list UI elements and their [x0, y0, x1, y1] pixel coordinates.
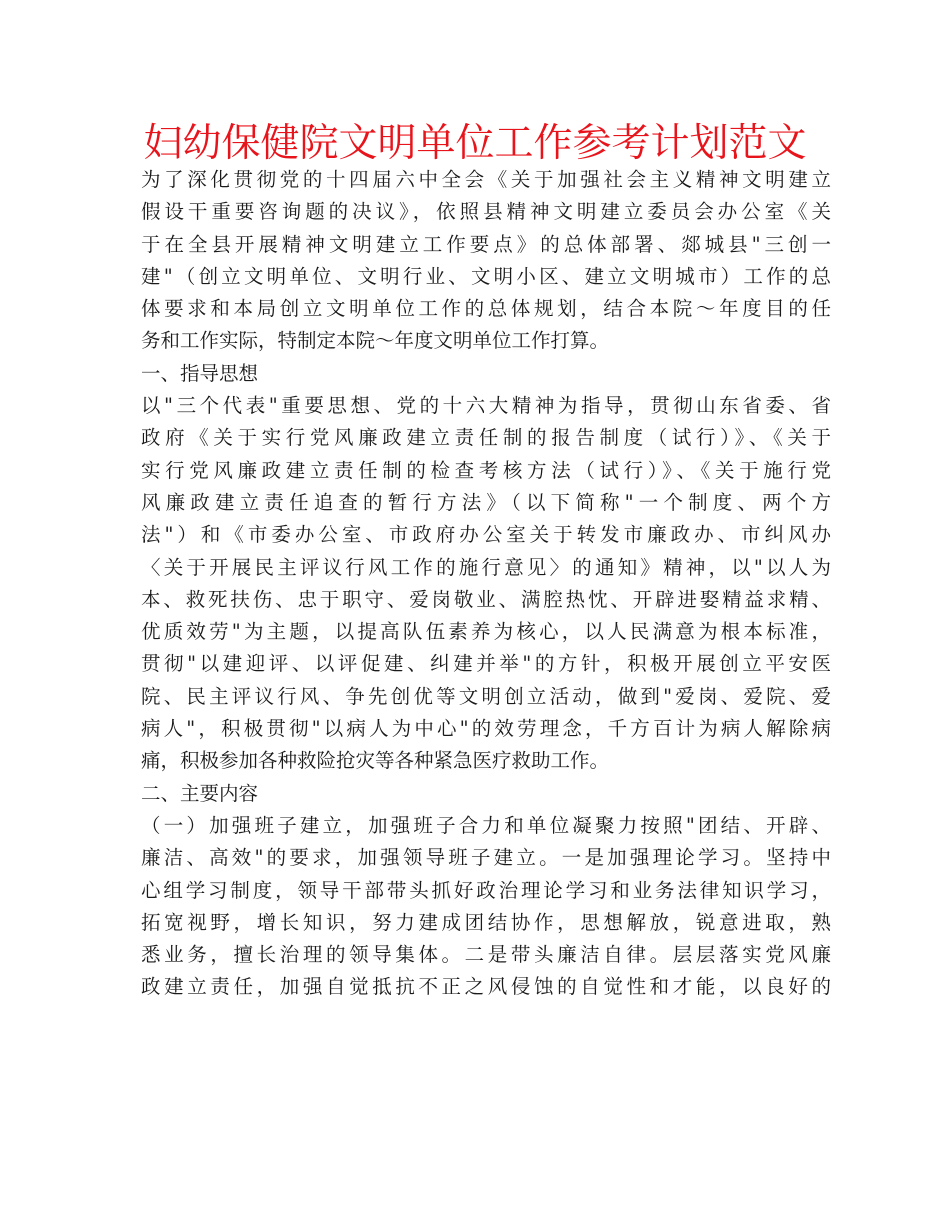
paragraph-line: 廉洁、高效"的要求，加强领导班子建立。一是加强理论学习。坚持中: [141, 846, 831, 870]
paragraph-line: 为了深化贯彻党的十四届六中全会《关于加强社会主义精神文明建立: [141, 168, 831, 191]
paragraph-line: 悉业务，擅长治理的领导集体。二是带头廉洁自律。层层落实党风廉: [141, 943, 831, 967]
paragraph-line: 假设干重要咨询题的决议》，依照县精神文明建立委员会办公室《关: [141, 200, 831, 224]
paragraph-line: 优质效劳"为主题，以提高队伍素养为核心，以人民满意为根本标准，: [141, 620, 831, 644]
paragraph-line: 政府《关于实行党风廉政建立责任制的报告制度（试行）》、《关于: [141, 426, 831, 450]
document-body: [141, 164, 831, 1004]
paragraph-line: 风廉政建立责任追查的暂行方法》（以下简称"一个制度、两个方: [141, 490, 831, 514]
section-heading: 二、主要内容: [141, 781, 259, 805]
paragraph-line: 院、民主评议行风、争先创优等文明创立活动，做到"爱岗、爱院、爱: [141, 684, 831, 708]
paragraph-line: 于在全县开展精神文明建立工作要点》的总体部署、郯城县"三创一: [141, 232, 831, 256]
section-heading: 一、指导思想: [141, 361, 259, 385]
paragraph-line: 本、救死扶伤、忠于职守、爱岗敬业、满腔热忱、开辟进娶精益求精、: [141, 587, 831, 611]
paragraph-line: 务和工作实际，特制定本院～年度文明单位工作打算。: [141, 329, 610, 353]
document-title: 妇幼保健院文明单位工作参考计划范文: [143, 121, 807, 166]
paragraph-line: 政建立责任，加强自觉抵抗不正之风侵蚀的自觉性和才能，以良好的: [141, 975, 831, 999]
paragraph-line: 贯彻"以建迎评、以评促建、纠建并举"的方针，积极开展创立平安医: [141, 652, 831, 676]
paragraph-line: 病人"，积极贯彻"以病人为中心"的效劳理念，千方百计为病人解除病: [141, 717, 831, 741]
paragraph-line: 拓宽视野，增长知识，努力建成团结协作，思想解放，锐意进取，熟: [141, 910, 831, 934]
paragraph-line: （一）加强班子建立，加强班子合力和单位凝聚力按照"团结、开辟、: [141, 813, 831, 837]
paragraph-line: 体要求和本局创立文明单位工作的总体规划，结合本院～年度目的任: [141, 297, 831, 321]
paragraph-line: 法"）和《市委办公室、市政府办公室关于转发市廉政办、市纠风办: [141, 523, 831, 547]
paragraph-line: 心组学习制度，领导干部带头抓好政治理论学习和业务法律知识学习，: [141, 878, 831, 902]
paragraph-line: 痛，积极参加各种救险抢灾等各种紧急医疗救助工作。: [141, 749, 610, 773]
paragraph-line: 建"（创立文明单位、文明行业、文明小区、建立文明城市）工作的总: [141, 264, 831, 288]
paragraph-line: 〈关于开展民主评议行风工作的施行意见〉的通知》精神，以"以人为: [141, 555, 831, 579]
paragraph-line: 实行党风廉政建立责任制的检查考核方法（试行）》、《关于施行党: [141, 458, 831, 482]
paragraph-line: 以"三个代表"重要思想、党的十六大精神为指导，贯彻山东省委、省: [141, 394, 831, 418]
